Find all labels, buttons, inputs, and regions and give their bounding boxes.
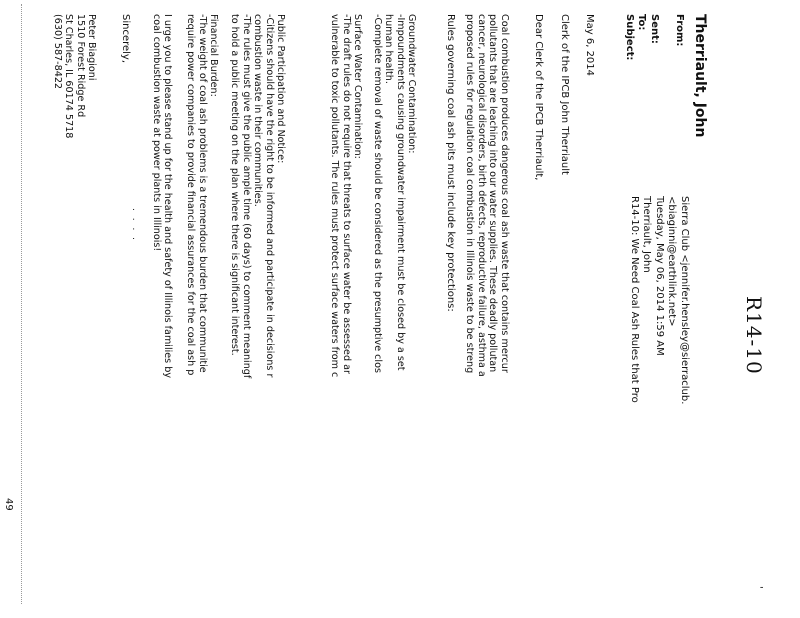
from-label-continuation [660, 14, 673, 60]
section-line: -Citizens should have the right to be informed and participate in decisions r [263, 14, 275, 378]
scan-edge-divider [21, 4, 22, 604]
intro-line: pollutants that are leaching into our water supplies. These deadly pollutan [487, 14, 499, 373]
recipient-line: Clerk of the IPCB John Therriault [559, 14, 570, 175]
corner-mark: ' [753, 586, 764, 589]
signature-block [51, 14, 97, 138]
scan-dots: . . . . [130, 208, 140, 243]
email-header-labels [622, 14, 685, 60]
signer-phone: (630) 587-8422 [51, 14, 63, 90]
surface-water-section [329, 14, 363, 377]
sign-off: Sincerely, [120, 14, 131, 64]
section-heading: Surface Water Contamination: [352, 14, 363, 159]
page-number: 49 [3, 498, 14, 511]
signer-city: St Charles, IL 60174 5718 [63, 14, 75, 139]
closing-line: I urge you to please stand up for the health and safety of Illinois families by [162, 14, 173, 379]
closing-line: coal combustion waste at power plants in Illinois! [150, 14, 162, 252]
intro-line: Coal combustion produces dangerous coal ash waste that contains mercur [499, 14, 510, 373]
from-label: From: [674, 14, 685, 47]
from-email-value: <biaginni@earthlink.net> [666, 196, 678, 327]
section-heading: Public Participation and Notice: [275, 14, 286, 164]
section-line: -Impoundments causing groundwater impairment must be closed by a set [394, 14, 406, 371]
signer-name: Peter Biagioni [86, 14, 97, 81]
rules-heading: Rules governing coal ash pits must include key protections: [445, 14, 456, 312]
to-value: Therriault, John [641, 196, 653, 273]
section-line: to hold a public meeting on the plan where there is significant interest. [229, 14, 241, 356]
to-label: To: [636, 14, 648, 31]
sender-name: Therriault, John [692, 14, 708, 138]
section-line: human health. [383, 14, 395, 84]
financial-burden-section [185, 14, 219, 375]
sent-label: Sent: [648, 14, 660, 44]
section-heading: Financial Burden: [208, 14, 219, 97]
groundwater-section [371, 14, 417, 373]
subject-value: R14-10: We Need Coal Ash Rules that Pro [628, 196, 640, 403]
public-participation-section [229, 14, 286, 378]
intro-paragraph [464, 14, 510, 377]
salutation: Dear Clerk of the IPCB Therriault, [533, 14, 544, 181]
from-value: Sierra Club <jennifer.hensley@sierraclub. [679, 196, 690, 405]
section-line: -Complete removal of waste should be considered as the presumptive clos [371, 14, 383, 373]
section-line: -The weight of coal ash problems is a tremendous burden that communitie [196, 14, 208, 373]
intro-line: proposed rules for regulation coal combustion in Illinois waste to be streng [464, 14, 476, 374]
sent-value: Tuesday, May 06, 2014 1:59 AM [653, 196, 665, 356]
section-line: -The draft rules do not require that threats to surface water be assessed ar [340, 14, 352, 374]
section-line: vulnerable to toxic pollutants. The rules must protect surface waters from c [329, 14, 341, 378]
document-id: R14-10 [742, 296, 766, 375]
section-line: combustion waste in their communities. [252, 14, 264, 207]
signer-street: 1510 Forest Ridge Rd [74, 14, 86, 118]
section-heading: Groundwater Contamination: [406, 14, 417, 154]
intro-line: cancer, neurological disorders, birth defects, reproductive failure, asthma a [475, 14, 487, 377]
letter-date: May 6, 2014 [584, 14, 595, 77]
section-line: -The rules must give the public ample time (60 days) to comment meaningf [240, 14, 252, 379]
subject-label: Subject: [623, 14, 635, 61]
email-header-values [627, 196, 690, 404]
section-line: require power companies to provide financial assurances for the coal ash p [185, 14, 197, 376]
closing-paragraph [150, 14, 173, 378]
